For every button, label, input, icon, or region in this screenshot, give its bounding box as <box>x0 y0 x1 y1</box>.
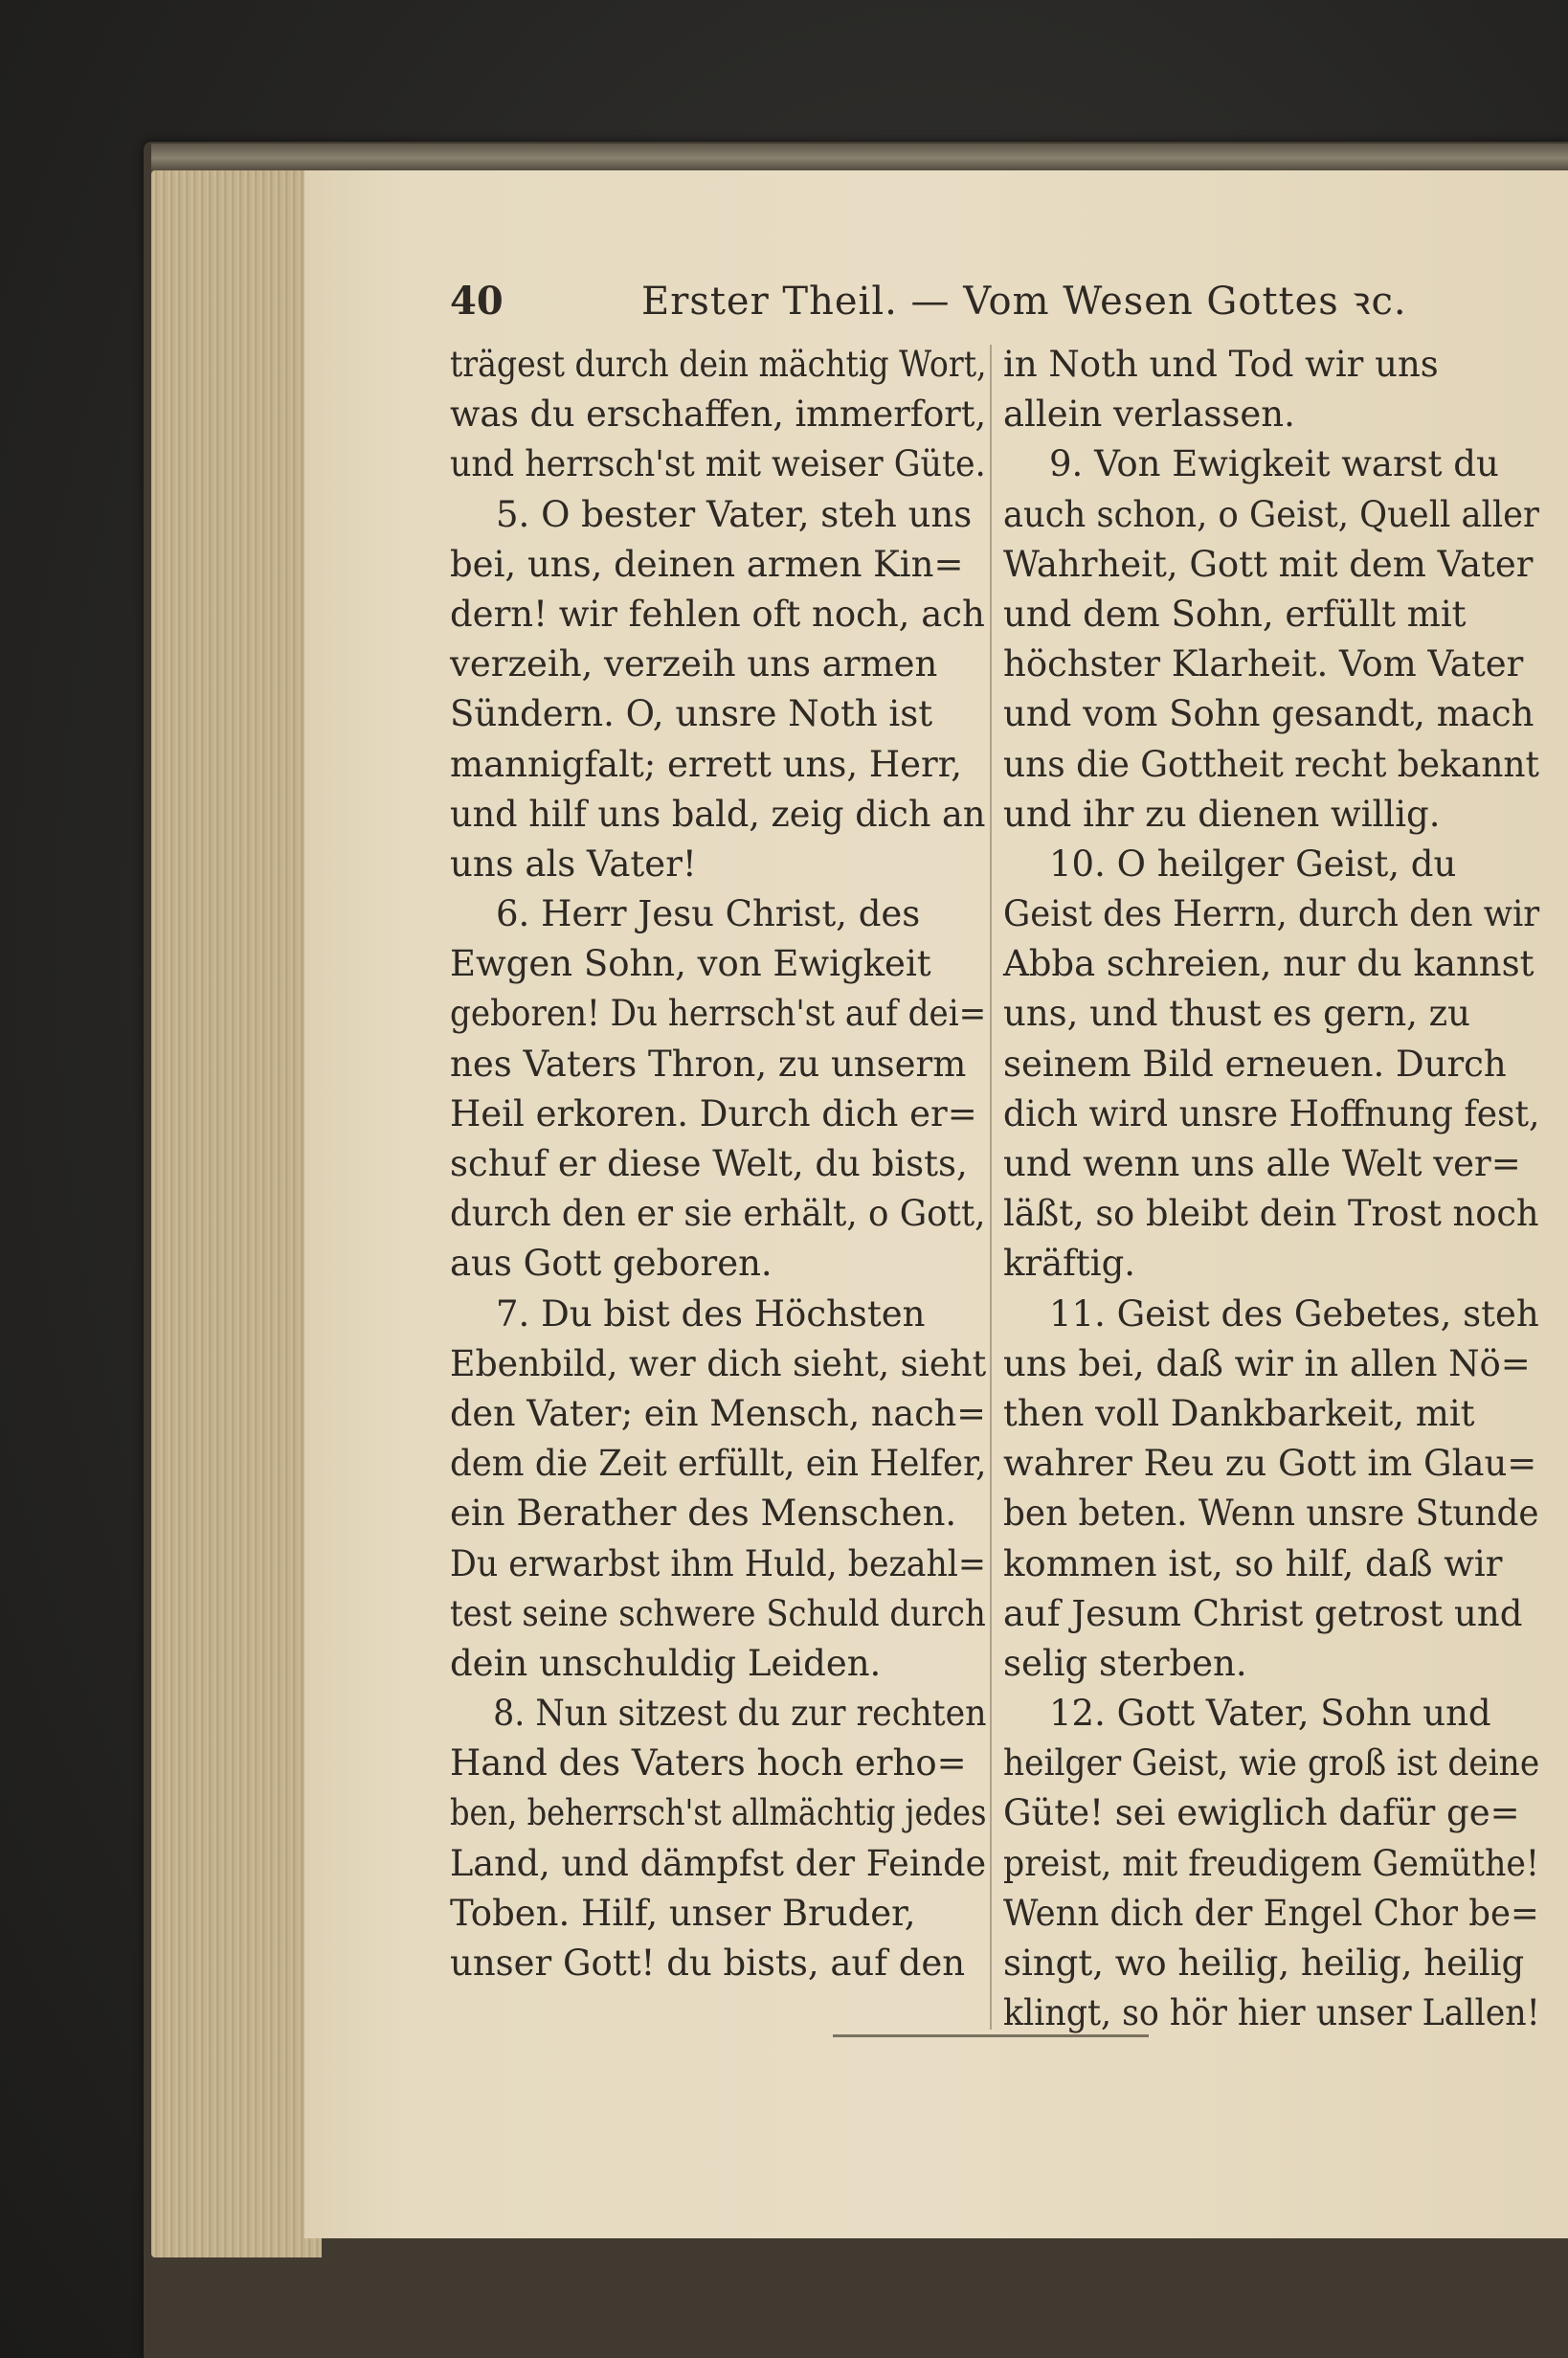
text-line: auf Jesum Christ getrost und <box>1003 1592 1523 1634</box>
text-line: läßt, so bleibt dein Trost noch <box>1003 1193 1539 1235</box>
page-number: 40 <box>450 279 504 324</box>
right-column <box>1003 340 1539 2038</box>
text-line: und herrsch'st mit weiser Güte. <box>450 443 986 485</box>
text-line: bei, uns, deinen armen Kin= <box>450 543 964 585</box>
text-line: in Noth und Tod wir uns <box>1003 344 1439 385</box>
text-line: selig sterben. <box>1003 1642 1247 1684</box>
text-line: dem die Zeit erfüllt, ein Helfer, <box>450 1443 987 1485</box>
text-line: 7. Du bist des Höchsten <box>496 1292 926 1335</box>
text-line: dich wird unsre Hoffnung fest, <box>1003 1092 1540 1134</box>
text-line: 6. Herr Jesu Christ, des <box>496 893 921 935</box>
text-line: Hand des Vaters hoch erho= <box>450 1742 967 1785</box>
text-line: ein Berather des Menschen. <box>450 1493 957 1535</box>
text-line: trägest durch dein mächtig Wort, <box>450 344 987 385</box>
text-line: 10. O heilger Geist, du <box>1049 842 1457 885</box>
text-line: uns als Vater! <box>450 842 697 885</box>
text-line: und vom Sohn gesandt, mach <box>1003 693 1534 735</box>
text-line: dein unschuldig Leiden. <box>450 1642 882 1684</box>
text-line: schuf er diese Welt, du bists, <box>450 1143 968 1184</box>
text-line: 8. Nun sitzest du zur rechten <box>493 1693 987 1735</box>
page-header <box>450 273 1455 330</box>
text-line: preist, mit freudigem Gemüthe! <box>1003 1842 1539 1884</box>
text-line: Ewgen Sohn, von Ewigkeit <box>450 943 931 985</box>
text-line: seinem Bild erneuen. Durch <box>1003 1043 1507 1085</box>
text-line: den Vater; ein Mensch, nach= <box>450 1392 986 1434</box>
text-line: uns bei, daß wir in allen Nö= <box>1003 1342 1531 1384</box>
text-line: allein verlassen. <box>1003 393 1295 436</box>
text-line: unser Gott! du bists, auf den <box>450 1943 966 1984</box>
text-line: 5. O bester Vater, steh uns <box>496 493 973 535</box>
text-line: auch schon, o Geist, Quell aller <box>1003 493 1539 535</box>
text-line: Du erwarbst ihm Huld, bezahl= <box>450 1542 987 1584</box>
text-line: kräftig. <box>1003 1243 1136 1285</box>
text-line: Ebenbild, wer dich sieht, sieht <box>450 1342 987 1384</box>
text-line: und dem Sohn, erfüllt mit <box>1003 593 1467 635</box>
text-line: dern! wir fehlen oft noch, ach <box>450 593 985 635</box>
text-line: 9. Von Ewigkeit warst du <box>1049 443 1499 485</box>
text-line: ben, beherrsch'st allmächtig jedes <box>450 1792 987 1834</box>
running-head: Erster Theil. — Vom Wesen Gottes ꝛc. <box>641 280 1407 324</box>
text-line: geboren! Du herrsch'st auf dei= <box>450 993 987 1035</box>
text-line: aus Gott geboren. <box>450 1243 773 1285</box>
text-line: klingt, so hör hier unser Lallen! <box>1003 1992 1540 2034</box>
text-line: Abba schreien, nur du kannst <box>1003 943 1534 985</box>
text-line: 12. Gott Vater, Sohn und <box>1049 1693 1491 1735</box>
bottom-rule <box>833 2034 1149 2037</box>
text-line: nes Vaters Thron, zu unserm <box>450 1043 967 1085</box>
text-line: wahrer Reu zu Gott im Glau= <box>1003 1443 1537 1485</box>
text-line: Sündern. O, unsre Noth ist <box>450 693 933 735</box>
text-line: then voll Dankbarkeit, mit <box>1003 1392 1475 1434</box>
text-line: kommen ist, so hilf, daß wir <box>1003 1542 1503 1584</box>
text-line: verzeih, verzeih uns armen <box>450 643 938 685</box>
text-line: Wahrheit, Gott mit dem Vater <box>1003 543 1534 585</box>
text-line: Wenn dich der Engel Chor be= <box>1003 1892 1539 1934</box>
text-line: Land, und dämpfst der Feinde <box>450 1842 987 1884</box>
text-line: test seine schwere Schuld durch <box>450 1592 986 1634</box>
text-line: uns die Gottheit recht bekannt <box>1003 743 1539 785</box>
book-top-edge <box>151 144 1568 172</box>
text-line: was du erschaffen, immerfort, <box>450 393 987 436</box>
left-column <box>450 340 986 1988</box>
text-line: Geist des Herrn, durch den wir <box>1003 893 1540 935</box>
column-divider <box>990 345 992 2030</box>
page-edges <box>151 170 322 2257</box>
text-line: Heil erkoren. Durch dich er= <box>450 1092 977 1134</box>
text-line: mannigfalt; errett uns, Herr, <box>450 743 963 785</box>
text-line: Toben. Hilf, unser Bruder, <box>450 1892 916 1934</box>
text-line: 11. Geist des Gebetes, steh <box>1049 1292 1539 1335</box>
text-line: heilger Geist, wie groß ist deine <box>1003 1742 1540 1785</box>
text-line: höchster Klarheit. Vom Vater <box>1003 643 1524 685</box>
text-line: ben beten. Wenn unsre Stunde <box>1003 1493 1539 1535</box>
text-line: und wenn uns alle Welt ver= <box>1003 1143 1521 1184</box>
text-line: und hilf uns bald, zeig dich an <box>450 793 986 835</box>
text-line: Güte! sei ewiglich dafür ge= <box>1003 1792 1520 1834</box>
text-line: und ihr zu dienen willig. <box>1003 793 1441 835</box>
text-line: durch den er sie erhält, o Gott, <box>450 1193 986 1235</box>
text-line: singt, wo heilig, heilig, heilig <box>1003 1943 1525 1984</box>
text-line: uns, und thust es gern, zu <box>1003 993 1471 1035</box>
